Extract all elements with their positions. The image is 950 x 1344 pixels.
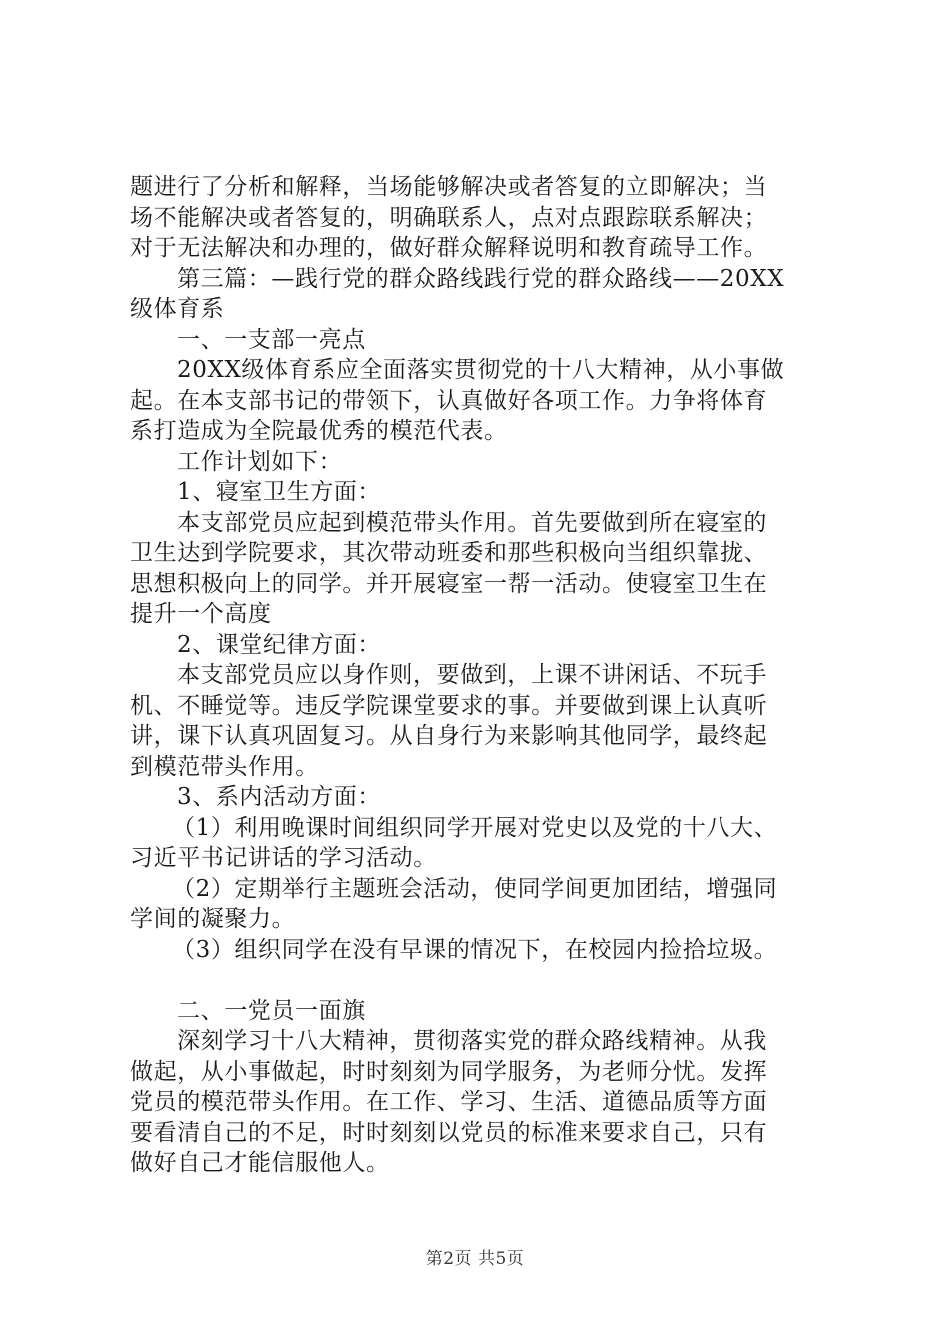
paragraph-start: 深刻学习十八大精神，贯彻落实党的群众路线精神。从我 bbox=[177, 1028, 767, 1054]
paragraph-start: 本支部党员应起到模范带头作用。首先要做到所在寝室的 bbox=[177, 509, 767, 536]
text-line: 要看清自己的不足，时时刻刻以党员的标准来要求自己，只有 bbox=[130, 1119, 768, 1146]
page-number: 第2页 共5页 bbox=[425, 1249, 525, 1269]
text-line: 对于无法解决和办理的，做好群众解释说明和教育疏导工作。 bbox=[130, 235, 768, 261]
subsection-heading: 一、一支部一亮点 bbox=[177, 326, 366, 353]
paragraph-start: 20XX级体育系应全面落实贯彻党的十八大精神，从小事做 bbox=[177, 357, 785, 383]
text-line: 到模范带头作用。 bbox=[130, 753, 319, 780]
list-item: （3）组织同学在没有早课的情况下，在校园内捡拾垃圾。 bbox=[172, 936, 778, 963]
text-line: 机、不睡觉等。违反学院课堂要求的事。并要做到课上认真听 bbox=[130, 692, 768, 719]
text-line: 学间的凝聚力。 bbox=[130, 906, 296, 932]
paragraph-start: 本支部党员应以身作则，要做到，上课不讲闲话、不玩手 bbox=[177, 662, 767, 688]
paragraph-start: 工作计划如下： bbox=[177, 448, 343, 475]
document-body bbox=[130, 172, 830, 1179]
text-line: 题进行了分析和解释，当场能够解决或者答复的立即解决；当 bbox=[130, 174, 768, 200]
text-line: 讲，课下认真巩固复习。从自身行为来影响其他同学，最终起 bbox=[130, 723, 768, 749]
text-line: 系打造成为全院最优秀的模范代表。 bbox=[130, 418, 508, 444]
list-heading: 2、课堂纪律方面： bbox=[177, 631, 382, 658]
list-heading: 3、系内活动方面： bbox=[177, 784, 382, 810]
list-item: （2）定期举行主题班会活动，使同学间更加团结，增强同 bbox=[172, 875, 778, 902]
text-line: 做好自己才能信服他人。 bbox=[130, 1150, 390, 1176]
text-line: 党员的模范带头作用。在工作、学习、生活、道德品质等方面 bbox=[130, 1089, 768, 1115]
text-line: 思想积极向上的同学。并开展寝室一帮一活动。使寝室卫生在 bbox=[130, 570, 768, 597]
text-line: 场不能解决或者答复的，明确联系人，点对点跟踪联系解决； bbox=[130, 204, 768, 231]
text-line: 起。在本支部书记的带领下，认真做好各项工作。力争将体育 bbox=[130, 387, 768, 414]
text-line: 提升一个高度 bbox=[130, 601, 272, 627]
section-heading-continued: 级体育系 bbox=[130, 296, 225, 322]
section-heading: 第三篇：—践行党的群众路线践行党的群众路线——20XX bbox=[177, 265, 785, 292]
text-line: 习近平书记讲话的学习活动。 bbox=[130, 845, 437, 871]
blank-line bbox=[130, 965, 830, 996]
text-line: 卫生达到学院要求，其次带动班委和那些积极向当组织靠拢、 bbox=[130, 540, 768, 566]
text-line: 做起，从小事做起，时时刻刻为同学服务，为老师分忧。发挥 bbox=[130, 1058, 768, 1085]
list-item: （1）利用晚课时间组织同学开展对党史以及党的十八大、 bbox=[172, 814, 778, 841]
subsection-heading: 二、一党员一面旗 bbox=[177, 997, 366, 1024]
list-heading: 1、寝室卫生方面： bbox=[177, 479, 382, 505]
